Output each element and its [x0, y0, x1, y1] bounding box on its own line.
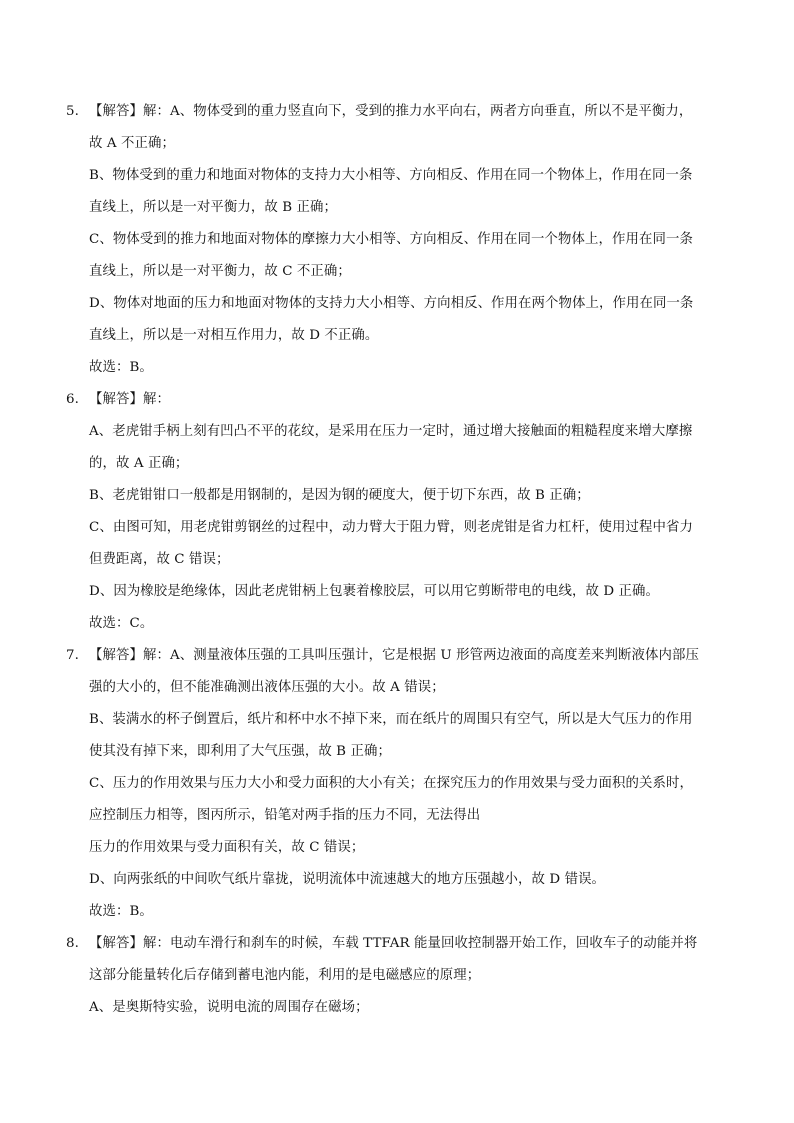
answer-8-number: 8.	[66, 936, 79, 951]
answer-5-line: D、物体对地面的压力和地面对物体的支持力大小相等、方向相反、作用在两个物体上，作用在同一条	[89, 296, 694, 311]
answer-7-conclusion: 故选：B。	[89, 904, 153, 919]
answer-6-conclusion: 故选：C。	[89, 616, 154, 631]
answer-7-line: 应控制压力相等，图丙所示，铅笔对两手指的压力不同，无法得出	[89, 808, 481, 823]
answer-6-number: 6.	[66, 392, 79, 407]
answer-8-line: A、是奥斯特实验，说明电流的周围存在磁场；	[89, 1000, 369, 1015]
answer-6-header	[66, 392, 170, 408]
answer-7-line: 强的大小的，但不能准确测出液体压强的大小。故 A 错误；	[89, 680, 445, 695]
answer-5-header-text: 【解答】解：A、物体受到的重力竖直向下，受到的推力水平向右，两者方向垂直，所以不是平衡力，	[89, 104, 693, 119]
answer-5-line: C、物体受到的推力和地面对物体的摩擦力大小相等、方向相反、作用在同一个物体上，作用在同一条	[89, 232, 693, 247]
answer-7-line: D、向两张纸的中间吹气纸片靠拢，说明流体中流速越大的地方压强越小，故 D 错误。	[89, 872, 606, 887]
answer-7-header	[66, 648, 699, 664]
answer-8-header-text: 【解答】解：电动车滑行和刹车的时候，车载 TTFAR 能量回收控制器开始工作，回收车子的动能并将	[89, 936, 698, 951]
answer-7-number: 7.	[66, 648, 79, 663]
answer-5-conclusion: 故选：B。	[89, 360, 153, 375]
answer-7-header-text: 【解答】解：A、测量液体压强的工具叫压强计，它是根据 U 形管两边液面的高度差来判断液体内部压	[89, 648, 699, 663]
answer-6-header-text: 【解答】解：	[89, 392, 170, 407]
answer-5-number: 5.	[66, 104, 79, 119]
answer-6-line: C、由图可知，用老虎钳剪钢丝的过程中，动力臂大于阻力臂，则老虎钳是省力杠杆，使用过程中省力	[89, 520, 693, 535]
answer-7-line: 使其没有掉下来，即利用了大气压强，故 B 正确；	[89, 744, 391, 759]
answer-6-line: 但费距离，故 C 错误；	[89, 552, 230, 567]
answer-5-line: 直线上，所以是一对平衡力，故 C 不正确；	[89, 264, 351, 279]
answer-6-line: D、因为橡胶是绝缘体，因此老虎钳柄上包裹着橡胶层，可以用它剪断带电的电线，故 D 正确。	[89, 584, 660, 599]
answer-8-line: 这部分能量转化后存储到蓄电池内能，利用的是电磁感应的原理；	[89, 968, 481, 983]
answer-6-line: B、老虎钳钳口一般都是用钢制的，是因为钢的硬度大，便于切下东西，故 B 正确；	[89, 488, 590, 503]
answer-5-line: 直线上，所以是一对平衡力，故 B 正确；	[89, 200, 337, 215]
answer-5-line: 故 A 不正确；	[89, 136, 175, 151]
answer-5-line: 直线上，所以是一对相互作用力，故 D 不正确。	[89, 328, 379, 343]
answer-6-line: A、老虎钳手柄上刻有凹凸不平的花纹，是采用在压力一定时，通过增大接触面的粗糙程度来增大摩擦	[89, 424, 693, 439]
answer-6-line: 的，故 A 正确；	[89, 456, 189, 471]
answer-7-line: C、压力的作用效果与压力大小和受力面积的大小有关；在探究压力的作用效果与受力面积的关系时，	[89, 776, 693, 791]
answer-5-header	[66, 104, 692, 120]
answer-7-line: 压力的作用效果与受力面积有关，故 C 错误；	[89, 840, 365, 855]
answer-5-line: B、物体受到的重力和地面对物体的支持力大小相等、方向相反、作用在同一个物体上，作用在同一条	[89, 168, 693, 183]
answer-7-line: B、装满水的杯子倒置后，纸片和杯中水不掉下来，而在纸片的周围只有空气，所以是大气压力的作用	[89, 712, 693, 727]
answer-8-header	[66, 936, 697, 952]
